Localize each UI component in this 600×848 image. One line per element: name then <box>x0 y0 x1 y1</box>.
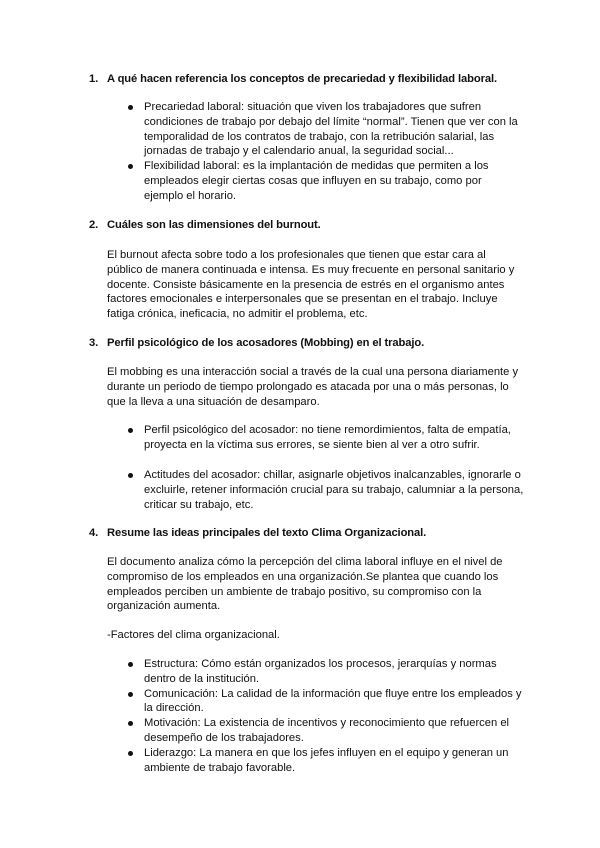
question-title: Perfil psicológico de los acosadores (Mobbing) en el trabajo. <box>107 337 425 349</box>
question-number: 2. <box>89 219 99 231</box>
list-item: Flexibilidad laboral: es la implantación de medidas que permiten a los empleados elegir ciertas cosas que influyen en su trabajo, como por ejemplo el horario. <box>128 159 523 203</box>
list-item: Precariedad laboral: situación que viven los trabajadores que sufren condiciones de trabajo por debajo del límite “normal”. Tienen que ver con la temporalidad de los contratos de trabajo, con la retribución salarial, las jornadas de trabajo y el calendario anual, la seguridad social... <box>128 100 523 159</box>
q4-paragraph: El documento analiza cómo la percepción del clima laboral influye en el nivel de compromiso de los empleados en una organización.Se plantea que cuando los empleados perciben un ambiente de trabajo positivo, su compromiso con la organización aumenta. <box>107 556 503 613</box>
q3-paragraph: El mobbing es una interacción social a través de la cual una persona diariamente y durante un periodo de tiempo prolongado es atacada por una o más personas, lo que la lleva a una situación de desamparo. <box>107 366 519 408</box>
list-item: Perfil psicológico del acosador: no tiene remordimientos, falta de empatía, proyecta en la víctima sus errores, se siente bien al ver a otro sufrir. <box>128 423 528 453</box>
list-item: Actitudes del acosador: chillar, asignarle objetivos inalcanzables, ignorarle o excluirle, retener información crucial para su trabajo, calumniar a la persona, criticar su trabajo, etc. <box>128 468 528 512</box>
question-number: 1. <box>89 73 99 85</box>
question-heading-2 <box>89 218 321 233</box>
q4-bullet-list <box>128 657 528 775</box>
list-item: Liderazgo: La manera en que los jefes influyen en el equipo y generan un ambiente de trabajo favorable. <box>128 746 528 776</box>
question-heading-4 <box>89 526 426 541</box>
question-number: 4. <box>89 527 99 539</box>
q3-bullet-list-1 <box>128 423 528 453</box>
question-number: 3. <box>89 337 99 349</box>
list-item: Motivación: La existencia de incentivos y reconocimiento que refuercen el desempeño de los trabajadores. <box>128 716 528 746</box>
question-heading-1 <box>89 72 497 87</box>
list-item: Comunicación: La calidad de la información que fluye entre los empleados y la dirección. <box>128 687 528 717</box>
question-heading-3 <box>89 336 424 351</box>
question-title: Cuáles son las dimensiones del burnout. <box>107 219 321 231</box>
question-title: Resume las ideas principales del texto Clima Organizacional. <box>107 527 427 539</box>
list-item: Estructura: Cómo están organizados los procesos, jerarquías y normas dentro de la institución. <box>128 657 528 687</box>
q1-bullet-list <box>128 100 523 204</box>
q3-bullet-list-2 <box>128 468 528 512</box>
q2-paragraph: El burnout afecta sobre todo a los profesionales que tienen que estar cara al público de manera continuada e intensa. Es muy frecuente en personal sanitario y docente. Consiste básicamente en la presencia de estrés en el organismo antes factores emocionales e interpersonales que se presentan en el trabajo. Incluye fatiga crónica, ineficacia, no admitir el problema, etc. <box>107 249 515 321</box>
question-title: A qué hacen referencia los conceptos de precariedad y flexibilidad laboral. <box>107 73 497 85</box>
q4-factors-heading: -Factores del clima organizacional. <box>107 629 280 641</box>
